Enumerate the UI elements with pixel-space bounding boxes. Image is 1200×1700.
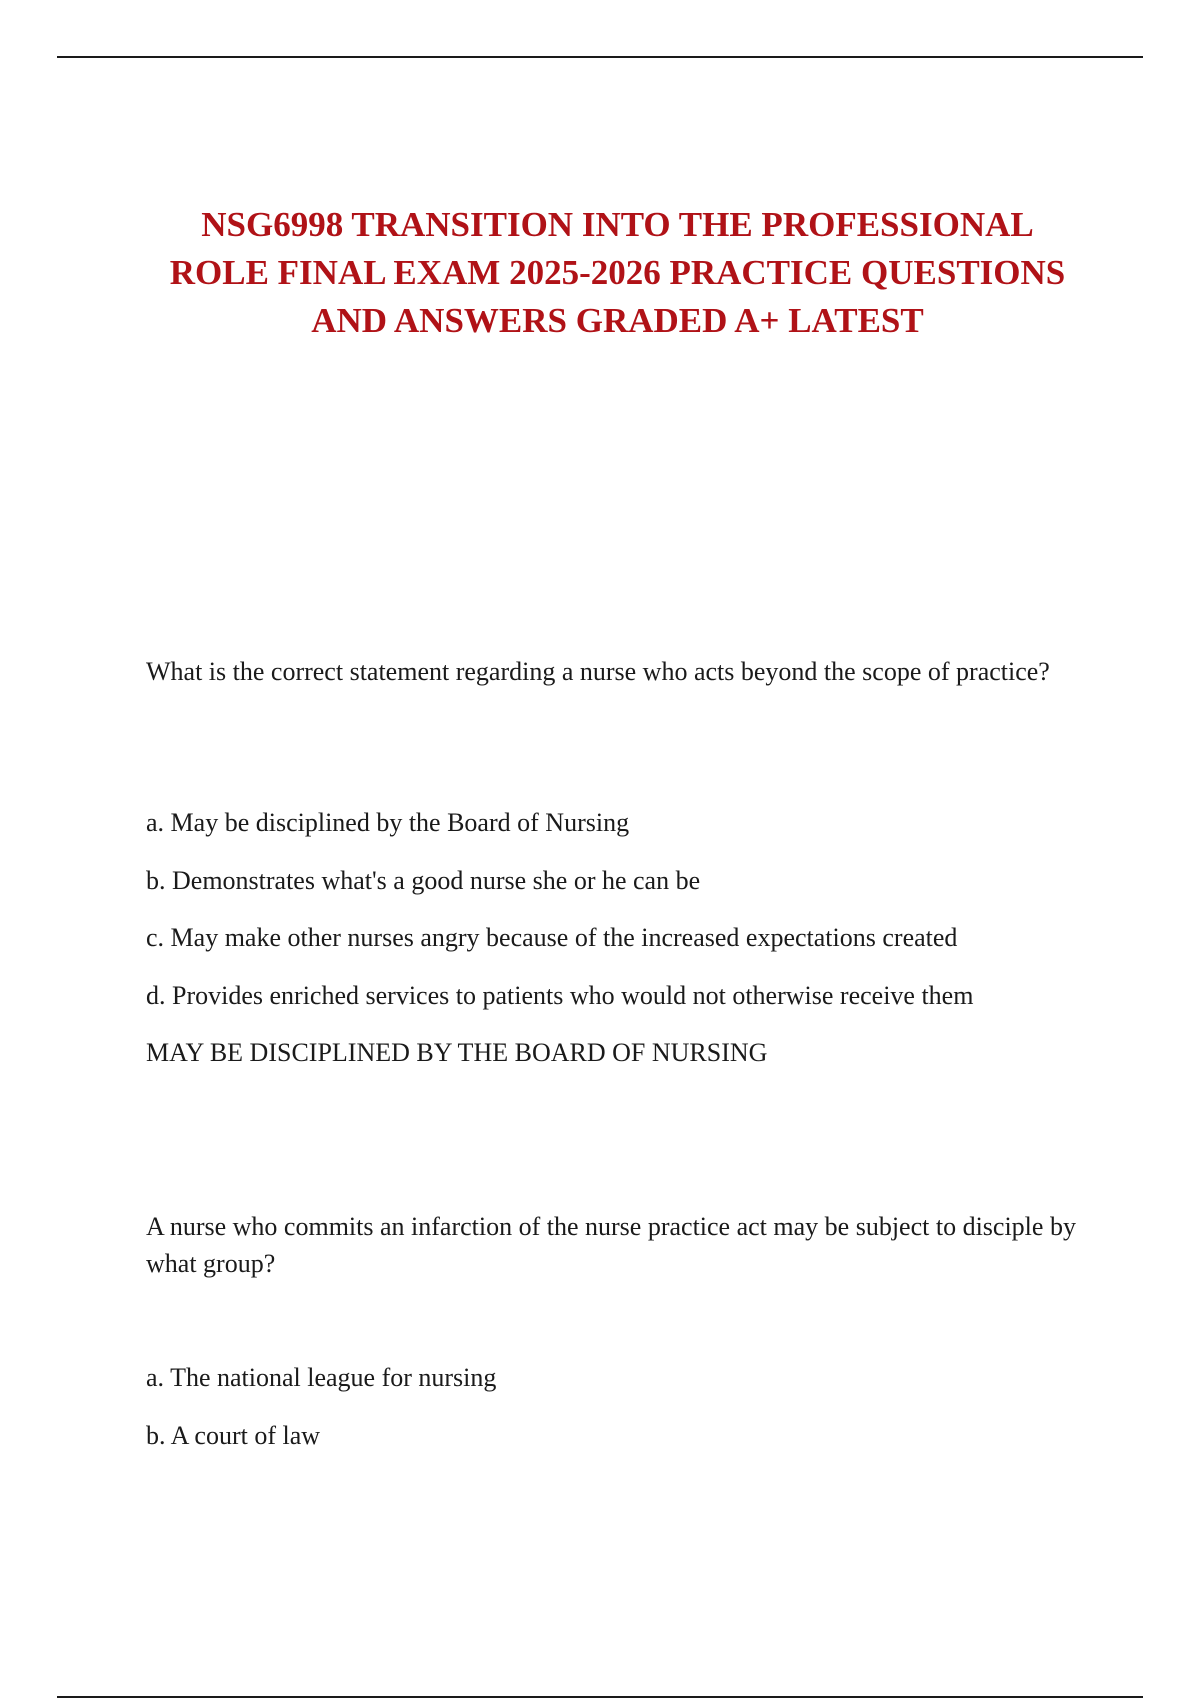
question-1-option-d: d. Provides enriched services to patients who would not otherwise receive them bbox=[146, 981, 974, 1010]
question-2-option-b: b. A court of law bbox=[146, 1421, 321, 1450]
title-line: ROLE FINAL EXAM 2025-2026 PRACTICE QUESTIONS bbox=[169, 253, 1066, 292]
top-rule bbox=[57, 56, 1143, 58]
question-2-text: A nurse who commits an infarction of the nurse practice act may be subject to disciple by what group? bbox=[146, 1212, 1076, 1278]
question-2-option-a: a. The national league for nursing bbox=[146, 1363, 497, 1392]
question-1-option-a: a. May be disciplined by the Board of Nursing bbox=[146, 808, 630, 837]
question-1-text: What is the correct statement regarding a nurse who acts beyond the scope of practice? bbox=[146, 657, 1050, 686]
title-line: NSG6998 TRANSITION INTO THE PROFESSIONAL bbox=[201, 205, 1034, 244]
question-1-option-b: b. Demonstrates what's a good nurse she or he can be bbox=[146, 866, 701, 895]
question-1-option-c: c. May make other nurses angry because of the increased expectations created bbox=[146, 923, 958, 952]
document-title bbox=[100, 201, 1135, 345]
question-1-answer: MAY BE DISCIPLINED BY THE BOARD OF NURSING bbox=[146, 1038, 768, 1067]
title-line: AND ANSWERS GRADED A+ LATEST bbox=[311, 301, 924, 340]
bottom-rule bbox=[57, 1696, 1143, 1698]
